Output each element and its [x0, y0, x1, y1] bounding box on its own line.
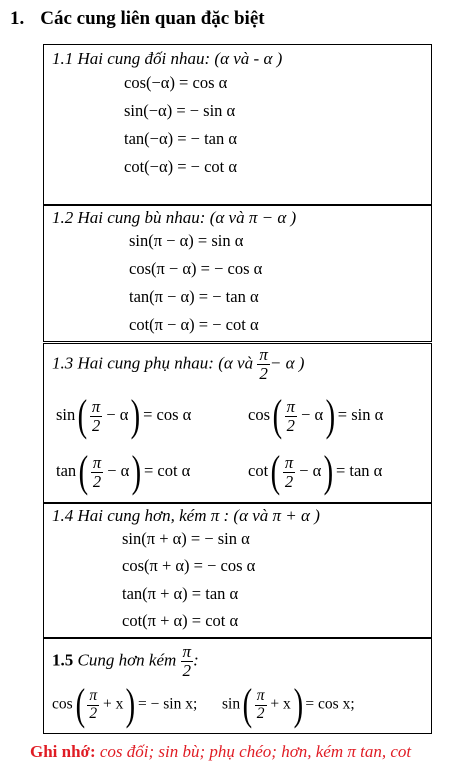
box-title [52, 346, 304, 383]
heading-text: Các cung liên quan đặc biệt [40, 8, 265, 29]
formula-sin-half-pi: sin( $\frac{\pi}{2}$ + x) = cos x; [222, 680, 355, 729]
memory-tip-text: cos đối; sin bù; phụ chéo; hơn, kém π tan, cot [99, 742, 412, 761]
formula: tan(−α) = − tan α [124, 129, 238, 148]
box-opposite-arcs [43, 44, 432, 206]
pi-over-two: $\frac{\pi}{2}$ [259, 345, 268, 383]
formula-cot-complement: cot( $\frac{\pi}{2}$ − α) = tan α [248, 447, 383, 496]
box-title: 1.5 Cung hơn kém $\frac{\pi}{2}$ : [52, 642, 199, 680]
formula-cos-complement: cos( $\frac{\pi}{2}$ − α) = sin α [248, 391, 384, 440]
formula-sin-complement: sin( $\frac{\pi}{2}$ − α) = cos α [56, 391, 192, 440]
box-title: 1.1 Hai cung đối nhau: (α và - α ) [52, 49, 283, 68]
box-title: 1.4 Hai cung hơn, kém π : (α và π + α ) [52, 506, 320, 525]
formula-cos-half-pi: cos( $\frac{\pi}{2}$ + x) = − sin x; [52, 680, 198, 729]
formula-tan-complement: tan( $\frac{\pi}{2}$ − α) = cot α [56, 447, 191, 496]
pi-over-two: $\frac{\pi}{2}$ [182, 642, 192, 680]
memory-tip [30, 742, 411, 762]
formula: sin(π + α) = − sin α [122, 529, 250, 548]
title-text: Cung hơn kém [77, 650, 177, 670]
box-supplementary-arcs [43, 204, 432, 342]
title-number: 1.5 [52, 650, 74, 670]
heading-number: 1. [10, 8, 25, 29]
box-half-pi-difference [43, 638, 432, 734]
title-prefix: 1.3 Hai cung phụ nhau: (α và [52, 353, 254, 373]
title-suffix: − α ) [269, 353, 305, 373]
formula: tan(π − α) = − tan α [129, 287, 259, 306]
formula: sin(π − α) = sin α [129, 231, 244, 250]
memory-tip-label: Ghi nhớ: [30, 742, 96, 761]
box-pi-difference-arcs [43, 503, 432, 638]
section-heading [10, 8, 265, 30]
formula: cot(π + α) = cot α [122, 611, 239, 630]
formula: cos(π − α) = − cos α [129, 259, 263, 278]
formula: cos(π + α) = − cos α [122, 556, 256, 575]
formula: sin(−α) = − sin α [124, 101, 236, 120]
formula: cos(−α) = cos α [124, 73, 228, 92]
formula: tan(π + α) = tan α [122, 584, 239, 603]
formula: cot(−α) = − cot α [124, 157, 238, 176]
box-complementary-arcs [43, 343, 432, 503]
box-title: 1.2 Hai cung bù nhau: (α và π − α ) [52, 208, 297, 227]
formula: cot(π − α) = − cot α [129, 315, 259, 334]
